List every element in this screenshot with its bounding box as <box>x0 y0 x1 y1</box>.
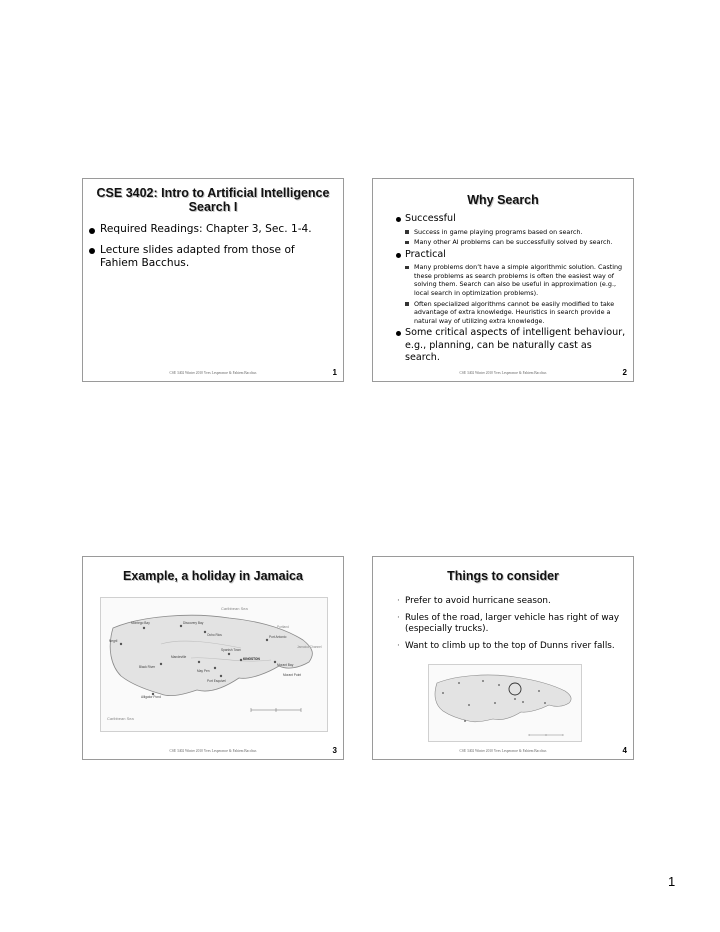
slide-1 <box>82 178 344 382</box>
slide-footer: CSE 3402 Winter 2010 Yves Lesperance & Fahiem Bacchus <box>459 371 547 375</box>
map-label: Black River <box>139 665 156 669</box>
slide-title: Why Search <box>467 193 539 207</box>
page-number: 1 <box>668 874 676 889</box>
slide-number: 2 <box>622 368 627 377</box>
map-label: Morant Point <box>283 673 302 677</box>
map-label: Mandeville <box>171 655 187 659</box>
map-label: Negril <box>109 639 118 643</box>
sub-list-item: Many problems don’t have a simple algorithmic solution. Casting these problems as search problems is often the easiest way of solving them. Search can also be useful in approximation (e.g., local search in optimization problems). <box>405 263 627 297</box>
slide-footer: CSE 3402 Winter 2010 Yves Lesperance & Fahiem Bacchus <box>169 749 257 753</box>
island-shape <box>435 675 571 722</box>
list-item: Required Readings: Chapter 3, Sec. 1-4. <box>89 223 335 237</box>
slide-2 <box>372 178 634 382</box>
bullet-list <box>396 213 627 365</box>
list-item: Practical <box>396 249 627 262</box>
list-item: · Want to climb up to the top of Dunns river falls. <box>397 641 625 653</box>
slide-title: Things to consider <box>447 569 559 583</box>
slide-4 <box>372 556 634 760</box>
slide-footer: CSE 3402 Winter 2010 Yves Lesperance & Fahiem Bacchus <box>169 371 257 375</box>
slide-number: 1 <box>332 368 337 377</box>
list-item: Some critical aspects of intelligent behaviour, e.g., planning, can be naturally cast as search. <box>396 327 627 365</box>
map-label: Discovery Bay <box>183 621 204 625</box>
map-label: Montego Bay <box>131 621 150 625</box>
map-label: Port Esquivel <box>207 679 226 683</box>
map-label: Jamaica Channel <box>297 645 322 649</box>
slide-number: 3 <box>332 746 337 755</box>
map-label: KINGSTON <box>243 657 260 661</box>
slide-3 <box>82 556 344 760</box>
jamaica-map-small <box>428 664 582 742</box>
slide-footer: CSE 3402 Winter 2010 Yves Lesperance & Fahiem Bacchus <box>459 749 547 753</box>
map-label: Portland <box>277 625 289 629</box>
list-item: Lecture slides adapted from those of Fahiem Bacchus. <box>89 244 335 271</box>
jamaica-map <box>100 597 328 732</box>
jamaica-map-small-graphic <box>429 665 581 741</box>
list-item: · Rules of the road, larger vehicle has right of way (especially trucks). <box>397 613 625 636</box>
map-scale <box>251 708 301 712</box>
map-label: Port Antonio <box>269 635 287 639</box>
bullet-list <box>397 596 625 657</box>
sub-list-item: Many other AI problems can be successfully solved by search. <box>405 238 627 247</box>
slide-title: CSE 3402: Intro to Artificial Intelligence Search I <box>96 186 330 214</box>
sub-list-item: Success in game playing programs based on search. <box>405 228 627 237</box>
map-label: Morant Bay <box>277 663 294 667</box>
bullet-list <box>89 223 335 278</box>
list-item: Successful <box>396 213 627 226</box>
map-label: May Pen <box>197 669 210 673</box>
map-label: Ocho Rios <box>207 633 222 637</box>
map-label: Caribbean Sea <box>221 606 248 611</box>
jamaica-map-graphic <box>101 598 327 731</box>
map-label: Alligator Pond <box>141 695 161 699</box>
list-item: · Prefer to avoid hurricane season. <box>397 596 625 608</box>
map-label: Caribbean Sea <box>107 716 134 721</box>
sub-list-item: Often specialized algorithms cannot be easily modified to take advantage of extra knowledge. Heuristics in search provide a natural way of utilizing extra knowledge. <box>405 300 627 326</box>
slide-title: Example, a holiday in Jamaica <box>123 569 303 583</box>
map-label: Spanish Town <box>221 648 241 652</box>
slide-number: 4 <box>622 746 627 755</box>
